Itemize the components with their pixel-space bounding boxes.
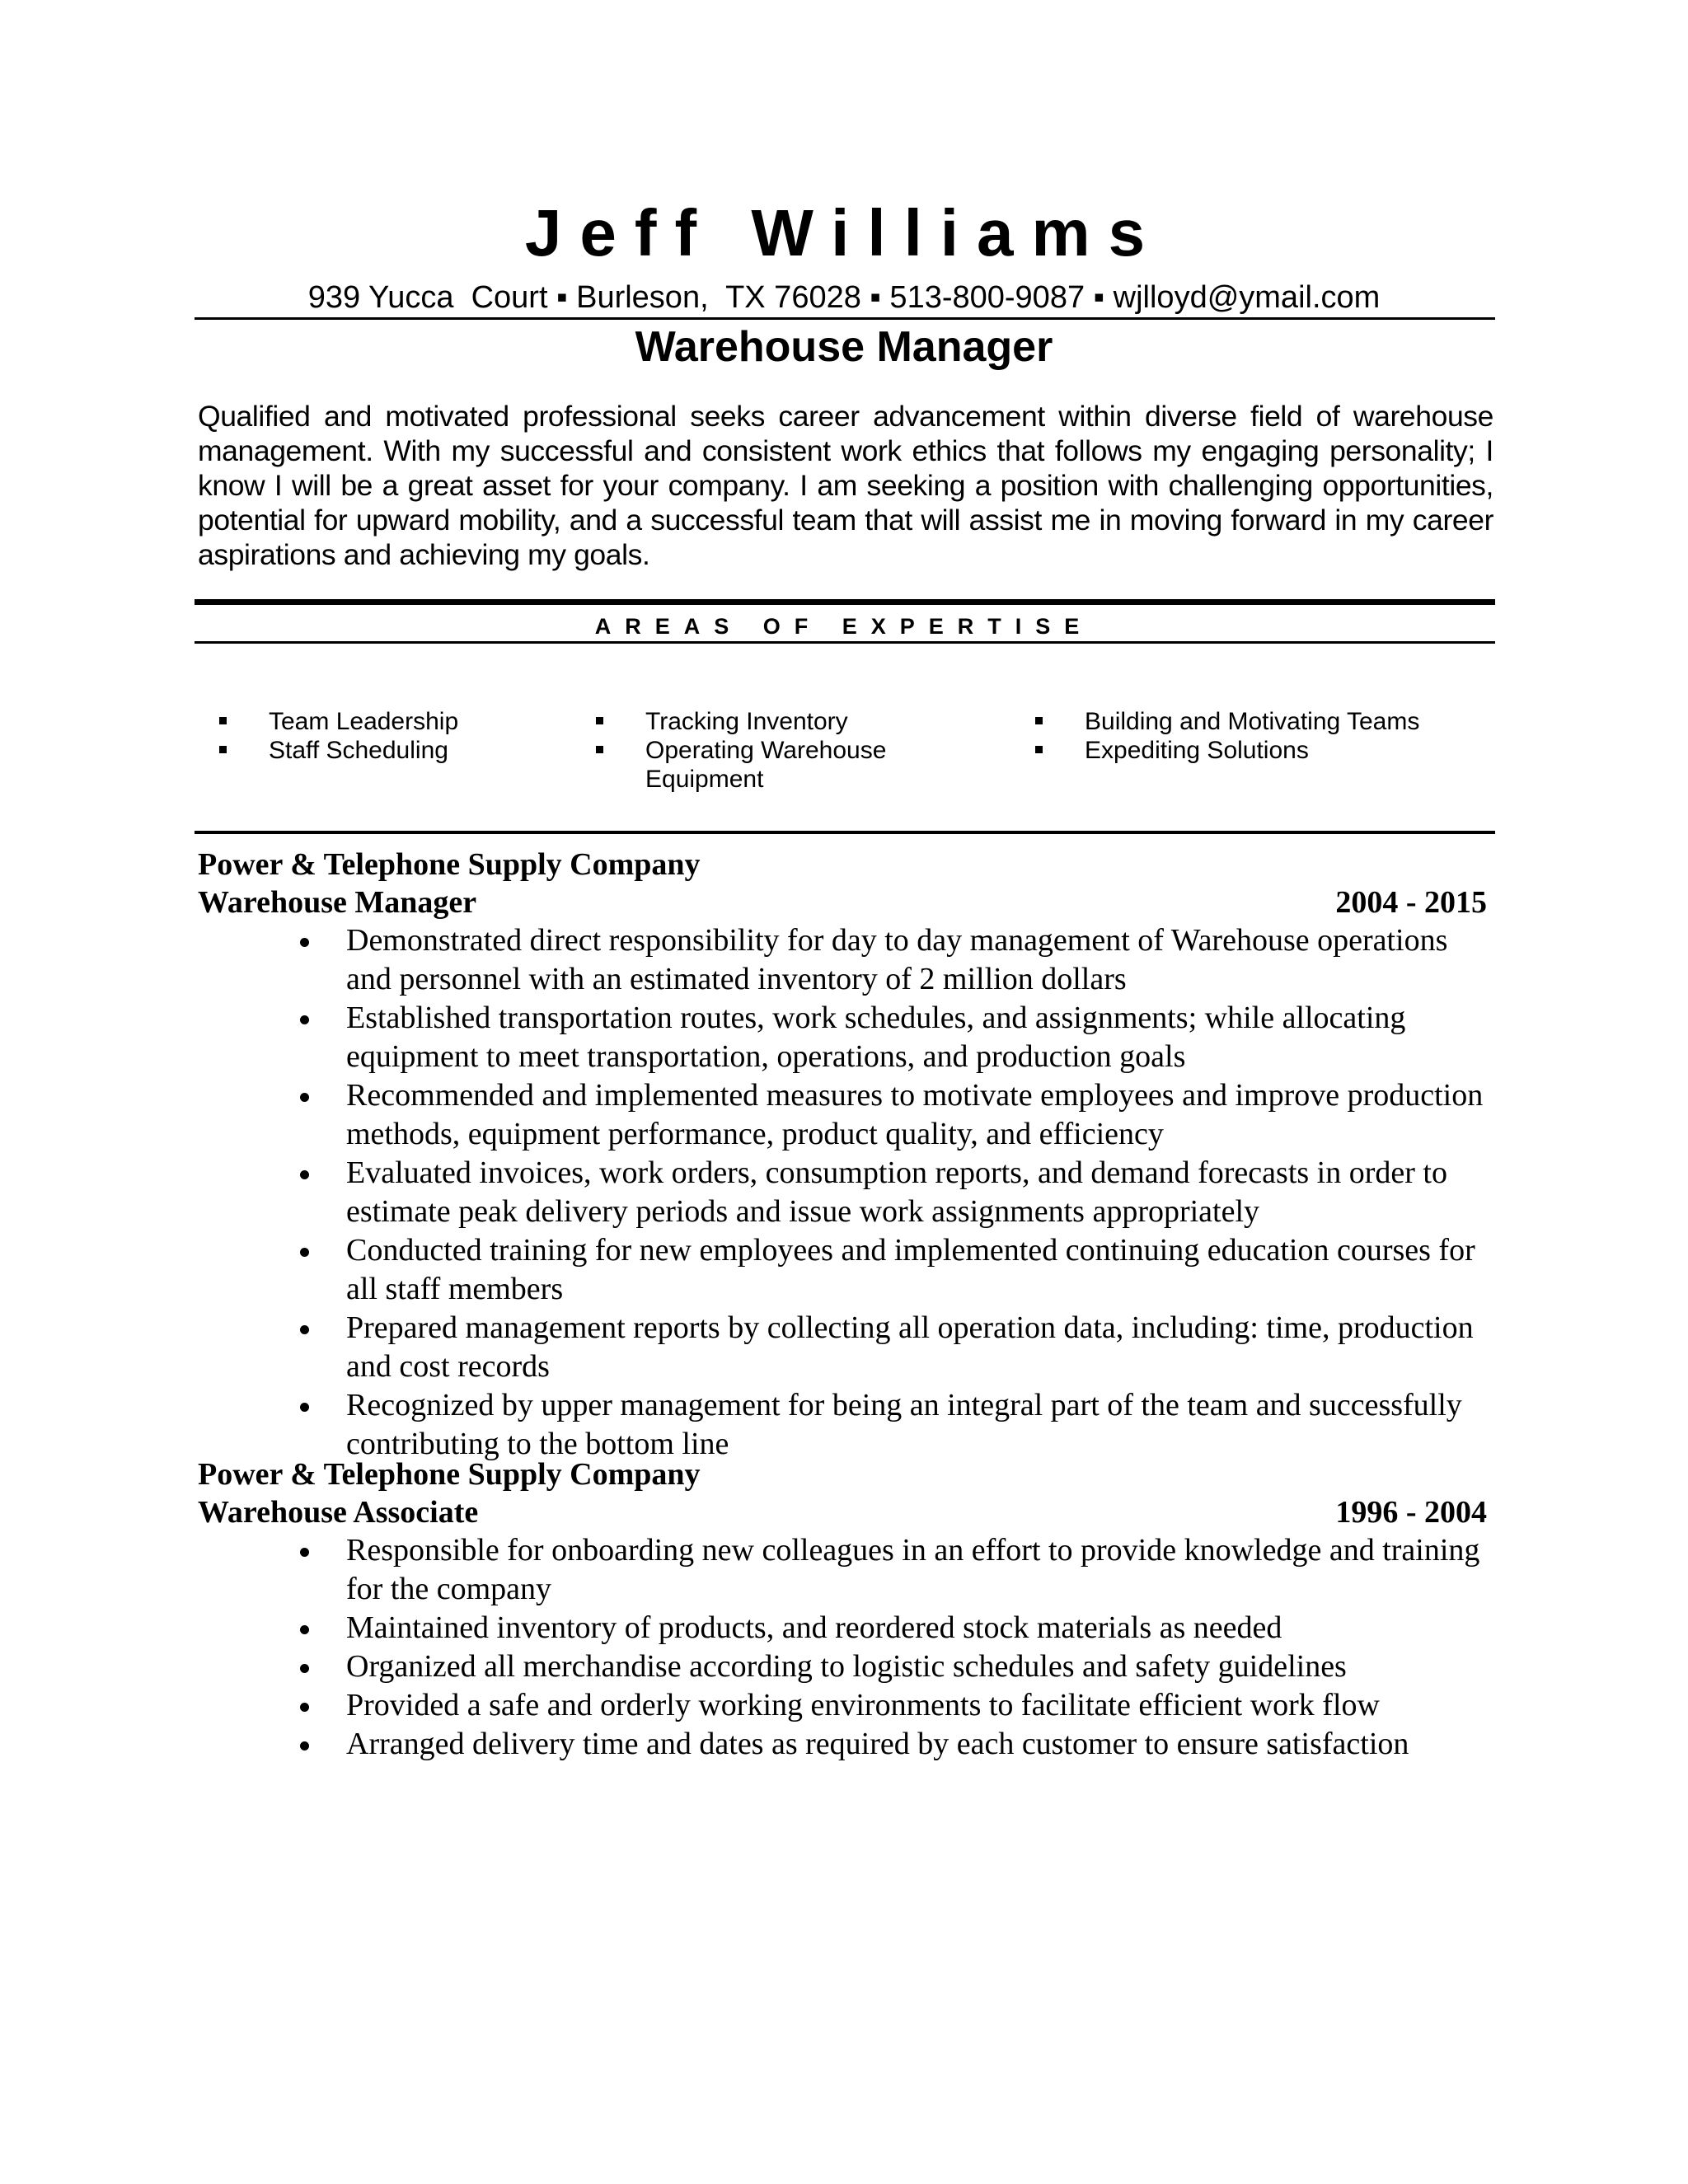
square-bullet-icon [596, 717, 603, 724]
list-item: Prepared management reports by collecting all operation data, including: time, production and cost records [297, 1309, 1500, 1386]
job-company: Power & Telephone Supply Company [198, 1457, 701, 1492]
expertise-item: Building and Motivating Teams [1035, 707, 1497, 736]
list-item: Recommended and implemented measures to motivate employees and improve production methods, equipment performance, product quality, and efficiency [297, 1076, 1500, 1154]
square-bullet-icon [1035, 746, 1043, 753]
list-item: Provided a safe and orderly working environments to facilitate efficient work flow [297, 1686, 1500, 1725]
list-item: Evaluated invoices, work orders, consumption reports, and demand forecasts in order to estimate peak delivery periods and issue work assignments appropriately [297, 1154, 1500, 1231]
summary-paragraph: Qualified and motivated professional seeks career advancement within diverse field of warehouse management. With my successful and consistent work ethics that follows my engaging personality; I know I will be a great asset for your company. I am seeking a position with challenging opportunities, potential for upward mobility, and a successful team that will assist me in moving forward in my career aspirations and achieving my goals. [198, 400, 1493, 571]
list-item: Recognized by upper management for being an integral part of the team and successfully contributing to the bottom line [297, 1386, 1500, 1464]
expertise-item: Team Leadership [219, 707, 549, 736]
bullet-dot-icon [300, 1625, 309, 1634]
expertise-heading: AREAS OF EXPERTISE [594, 614, 1094, 639]
bullet-dot-icon [300, 1741, 309, 1750]
bullet-dot-icon [300, 1170, 309, 1179]
bullet-dot-icon [300, 1093, 309, 1102]
square-bullet-icon [219, 717, 227, 724]
expertise-item: Operating Warehouse Equipment [596, 736, 917, 794]
square-bullet-icon [1035, 717, 1043, 724]
expertise-item: Tracking Inventory [596, 707, 926, 736]
expertise-column-1 [219, 707, 549, 765]
job-title: Warehouse Associate [198, 1495, 479, 1530]
expertise-top-rule [195, 599, 1495, 605]
bullet-dot-icon [300, 1248, 309, 1257]
experience-divider [195, 831, 1495, 834]
bullet-dot-icon [300, 1325, 309, 1334]
job-bullets [297, 1531, 1500, 1764]
expertise-item: Expediting Solutions [1035, 736, 1497, 765]
job-dates: 2004 - 2015 [1335, 885, 1487, 920]
contact-line: 939 Yucca Court ▪ Burleson, TX 76028 ▪ 513-800-9087 ▪ wjlloyd@ymail.com [307, 280, 1381, 315]
square-bullet-icon [596, 746, 603, 753]
bullet-dot-icon [300, 1548, 309, 1557]
job-title-row [198, 1493, 1487, 1531]
list-item: Established transportation routes, work schedules, and assignments; while allocating equipment to meet transportation, operations, and production goals [297, 999, 1500, 1076]
candidate-name: Jeff Williams [524, 196, 1164, 269]
list-item: Organized all merchandise according to logistic schedules and safety guidelines [297, 1647, 1500, 1686]
list-item: Conducted training for new employees and implemented continuing education courses for all staff members [297, 1231, 1500, 1309]
expertise-column-3 [1035, 707, 1497, 765]
bullet-dot-icon [300, 1403, 309, 1412]
job-bullets [297, 921, 1500, 1464]
target-role-title: Warehouse Manager [635, 323, 1053, 371]
bullet-dot-icon [300, 1703, 309, 1712]
job-title-row [198, 883, 1487, 921]
expertise-column-2 [596, 707, 926, 794]
bullet-dot-icon [300, 1664, 309, 1673]
expertise-item: Staff Scheduling [219, 736, 549, 765]
list-item: Demonstrated direct responsibility for day to day management of Warehouse operations and personnel with an estimated inventory of 2 million dollars [297, 921, 1500, 999]
bullet-dot-icon [300, 1015, 309, 1024]
job-company: Power & Telephone Supply Company [198, 847, 701, 882]
list-item: Responsible for onboarding new colleagues in an effort to provide knowledge and training for the company [297, 1531, 1500, 1609]
square-bullet-icon [219, 746, 227, 753]
job-title: Warehouse Manager [198, 885, 477, 920]
job-dates: 1996 - 2004 [1335, 1495, 1487, 1530]
list-item: Maintained inventory of products, and reordered stock materials as needed [297, 1609, 1500, 1647]
list-item: Arranged delivery time and dates as required by each customer to ensure satisfaction [297, 1725, 1500, 1764]
expertise-bottom-rule [195, 641, 1495, 644]
bullet-dot-icon [300, 938, 309, 947]
